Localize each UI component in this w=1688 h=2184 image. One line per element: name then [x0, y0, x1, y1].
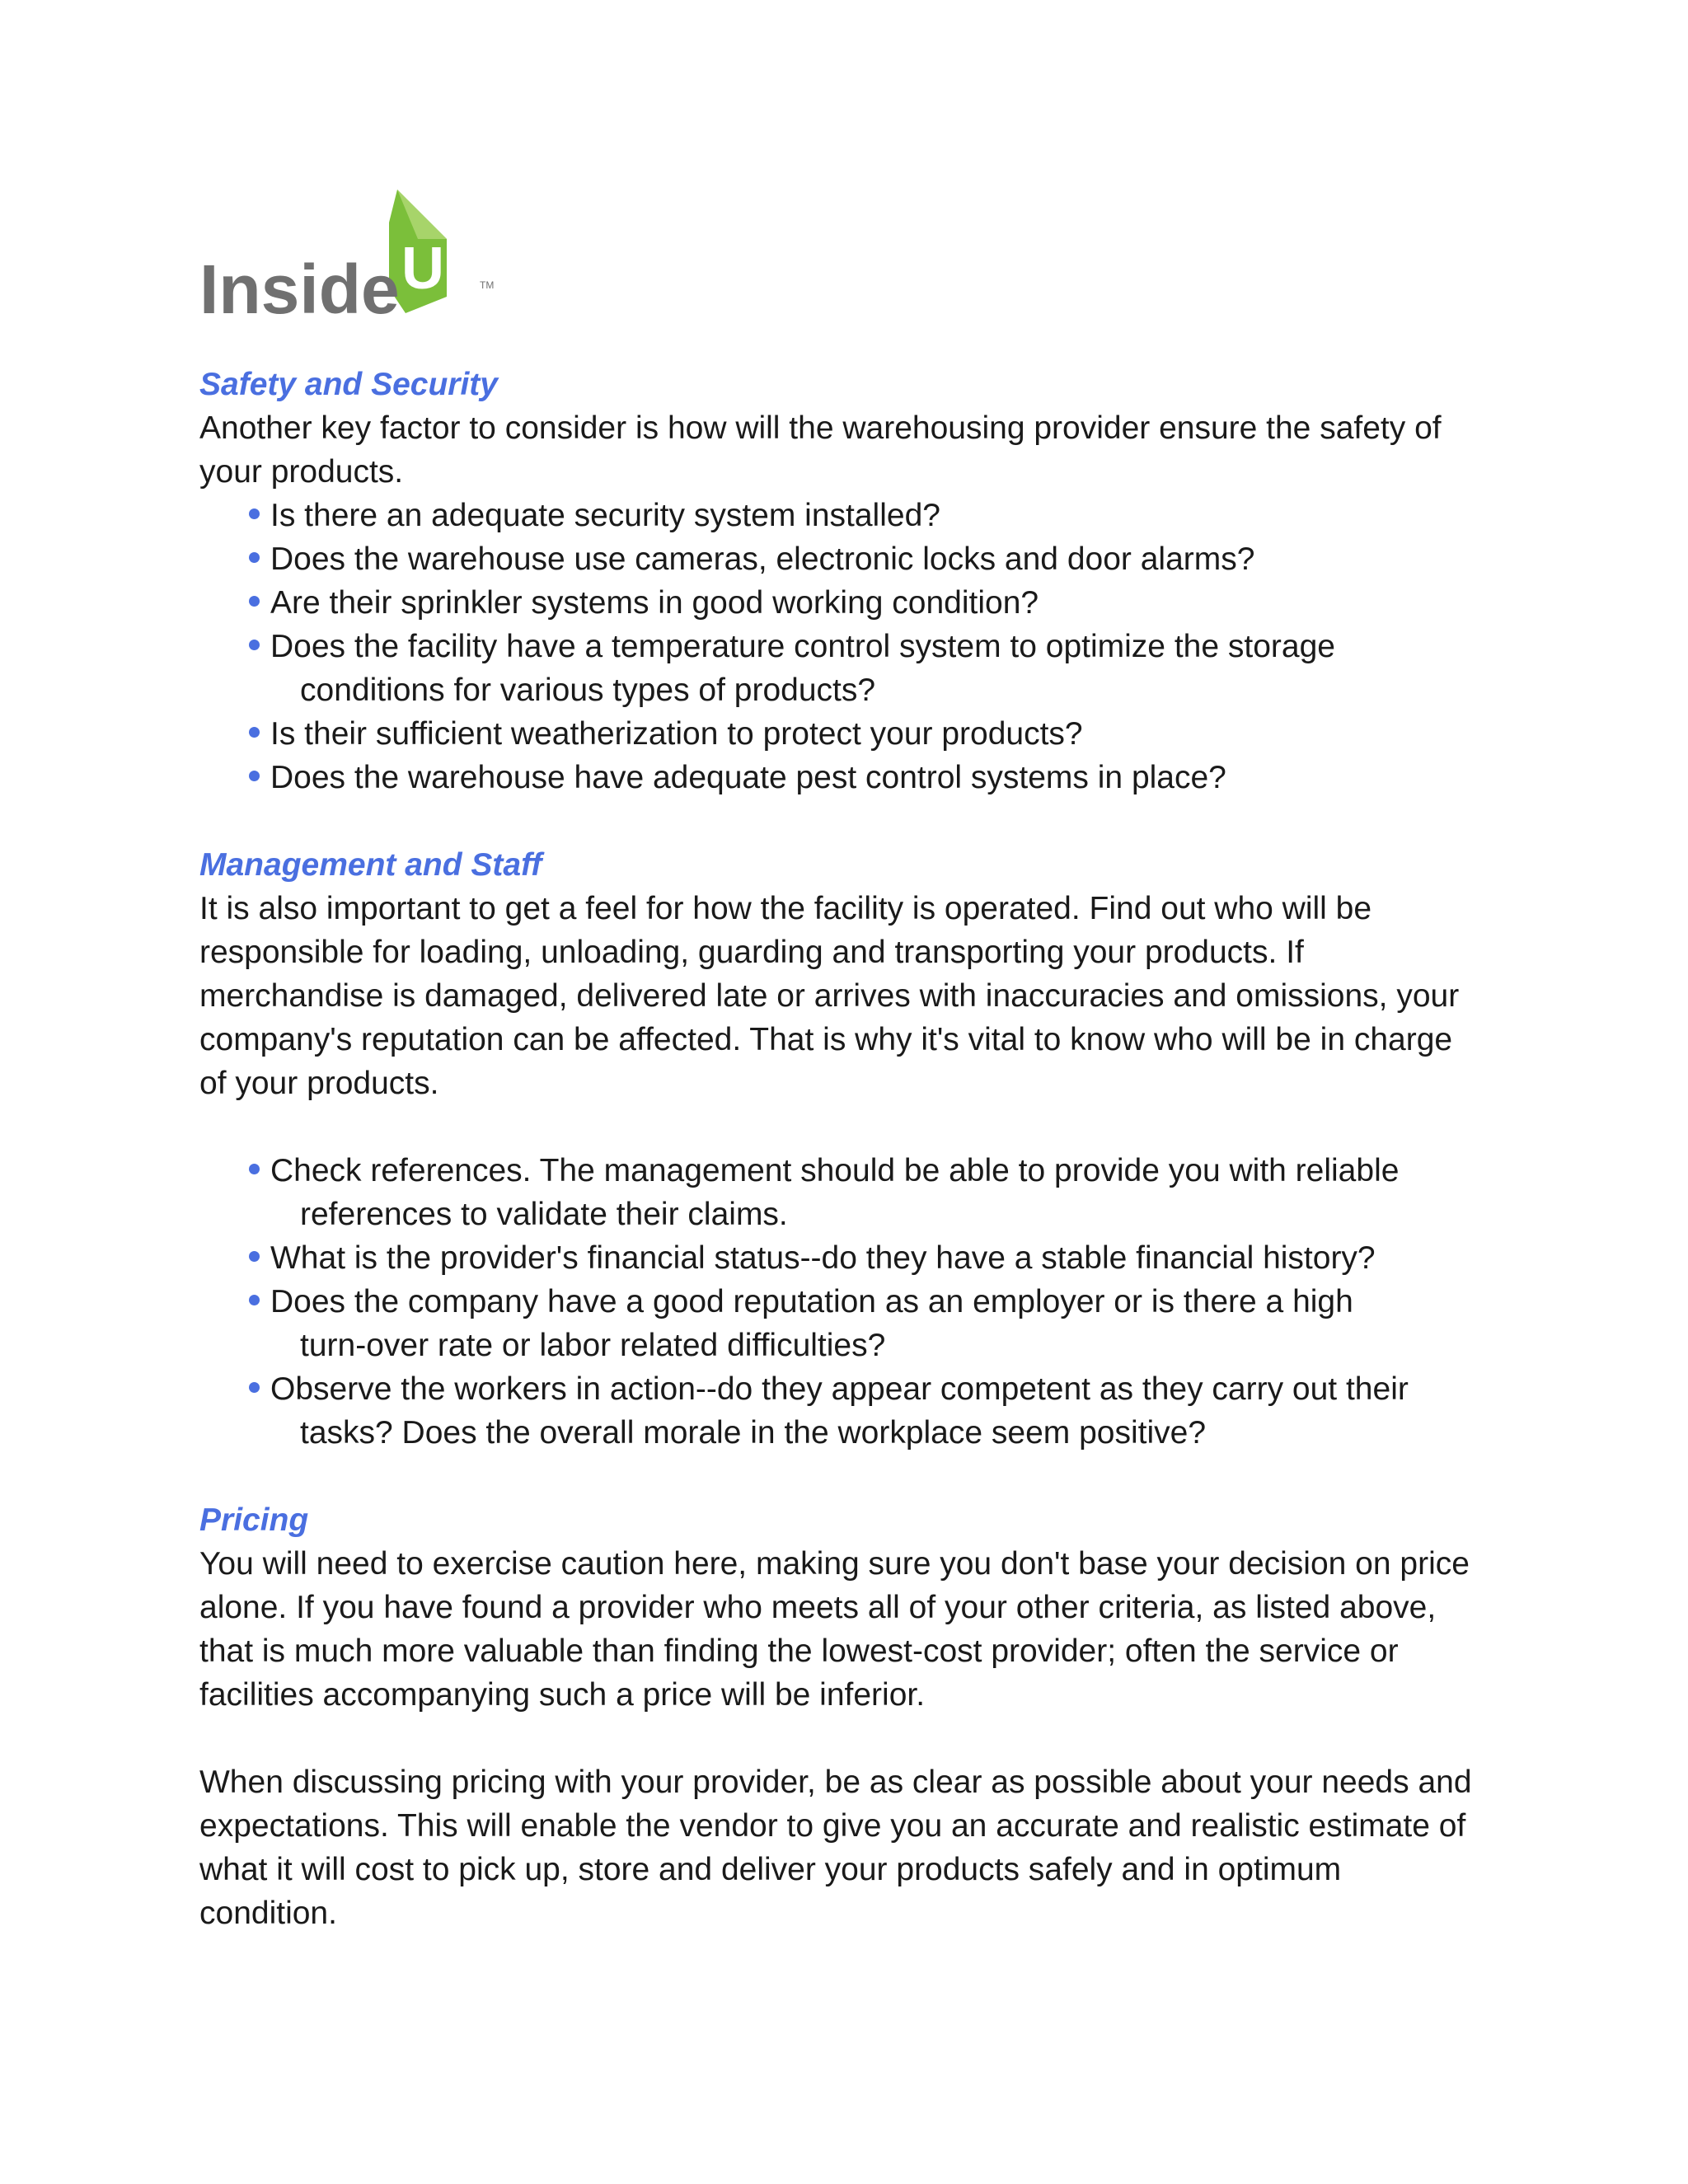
bullet-icon [249, 771, 260, 781]
bullet-icon [249, 640, 260, 650]
pricing-paragraph-1: You will need to exercise caution here, making sure you don't base your decision on price alone. If you have found a provider who meets all of your other criteria, as listed above, that is much more valuable than finding the lowest-cost provider; often the service or facilities accompanying such a price will be inferior. [199, 1546, 1470, 1713]
list-item: Does the warehouse use cameras, electronic locks and door alarms? [249, 537, 1485, 581]
list-item: Does the company have a good reputation as an employer or is there a high turn-over rate or labor related difficulties? [249, 1280, 1485, 1367]
section-heading-safety: Safety and Security [199, 367, 498, 402]
spacer [199, 1455, 1485, 1498]
list-item: Are their sprinkler systems in good working condition? [249, 581, 1485, 625]
bullet-icon [249, 727, 260, 738]
bullet-icon [249, 1295, 260, 1305]
logo-graphic [199, 190, 513, 321]
management-bullet-list [199, 1149, 1485, 1455]
list-item: Check references. The management should be able to provide you with reliable references to validate their claims. [249, 1149, 1485, 1236]
bullet-icon [249, 509, 260, 519]
safety-bullet-list [199, 494, 1485, 799]
list-item: Does the facility have a temperature control system to optimize the storage conditions for various types of products? [249, 625, 1485, 712]
list-item: Is their sufficient weatherization to protect your products? [249, 712, 1485, 756]
pricing-paragraph-2: When discussing pricing with your provider, be as clear as possible about your needs and expectations. This will enable the vendor to give you an accurate and realistic estimate of what it will cost to pick up, store and deliver your products safely and in optimum condition. [199, 1765, 1472, 1931]
list-item: Does the warehouse have adequate pest control systems in place? [249, 756, 1485, 799]
logo-word-text: Inside [199, 251, 400, 321]
list-item: What is the provider's financial status--do they have a stable financial history? [249, 1236, 1485, 1280]
bullet-icon [249, 1164, 260, 1174]
bullet-icon [249, 1251, 260, 1262]
bullet-icon [249, 552, 260, 563]
spacer [199, 1717, 1485, 1760]
logo-tm-text: TM [480, 279, 495, 291]
section-heading-management: Management and Staff [199, 847, 542, 883]
spacer [199, 799, 1485, 843]
list-item: Is there an adequate security system installed? [249, 494, 1485, 537]
document-page [199, 190, 1485, 1935]
safety-intro-paragraph: Another key factor to consider is how will the warehousing provider ensure the safety of your products. [199, 410, 1442, 490]
spacer [199, 1105, 1485, 1149]
list-item: Observe the workers in action--do they appear competent as they carry out their tasks? Does the overall morale in the workplace seem positive? [249, 1367, 1485, 1455]
insideup-logo [199, 190, 513, 321]
management-intro-paragraph: It is also important to get a feel for how the facility is operated. Find out who will be responsible for loading, unloading, guarding and transporting your products. If merchandise is damaged, delivered late or arrives with inaccuracies and omissions, your company's reputation can be affected. That is why it's vital to know who will be in charge of your products. [199, 891, 1460, 1101]
bullet-icon [249, 596, 260, 607]
bullet-icon [249, 1382, 260, 1393]
logo-mark-text: UP [401, 236, 485, 302]
section-heading-pricing: Pricing [199, 1502, 309, 1538]
